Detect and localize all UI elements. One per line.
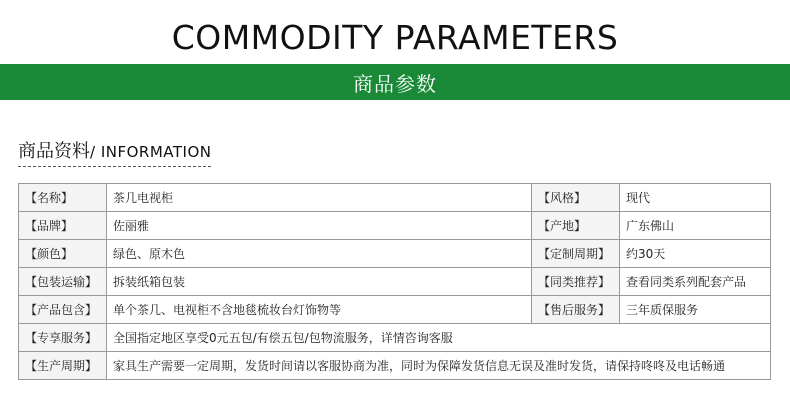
table-row [19,268,771,296]
param-value: 佐丽雅 [107,212,532,240]
param-label: 【售后服务】 [532,296,620,324]
param-value: 三年质保服务 [620,296,771,324]
param-label: 【定制周期】 [532,240,620,268]
param-label: 【生产周期】 [19,352,107,380]
param-label: 【包装运输】 [19,268,107,296]
param-label: 【风格】 [532,184,620,212]
param-value: 单个茶几、电视柜不含地毯梳妆台灯饰物等 [107,296,532,324]
param-value: 查看同类系列配套产品 [620,268,771,296]
table-row [19,324,771,352]
param-label: 【专享服务】 [19,324,107,352]
section-heading-en: / INFORMATION [90,143,212,161]
param-label: 【颜色】 [19,240,107,268]
param-value: 拆装纸箱包装 [107,268,532,296]
table-row [19,352,771,380]
banner [0,64,790,100]
param-label: 【同类推荐】 [532,268,620,296]
table-row [19,184,771,212]
param-value: 现代 [620,184,771,212]
param-label: 【名称】 [19,184,107,212]
section-heading-cn: 商品资料 [18,141,90,162]
param-value: 约30天 [620,240,771,268]
param-value: 茶几电视柜 [107,184,532,212]
param-value: 家具生产需要一定周期，发货时间请以客服协商为准，同时为保障发货信息无误及准时发货，请保持咚咚及电话畅通 [107,352,771,380]
table-row [19,240,771,268]
param-value: 广东佛山 [620,212,771,240]
param-label: 【品牌】 [19,212,107,240]
page-title: COMMODITY PARAMETERS [171,18,619,57]
banner-text: 商品参数 [353,71,437,96]
param-value: 绿色、原木色 [107,240,532,268]
table-row [19,296,771,324]
param-value: 全国指定地区享受0元五包/有偿五包/包物流服务，详情咨询客服 [107,324,771,352]
parameters-table [18,183,771,380]
param-label: 【产品包含】 [19,296,107,324]
section-heading [18,137,211,167]
table-row [19,212,771,240]
param-label: 【产地】 [532,212,620,240]
